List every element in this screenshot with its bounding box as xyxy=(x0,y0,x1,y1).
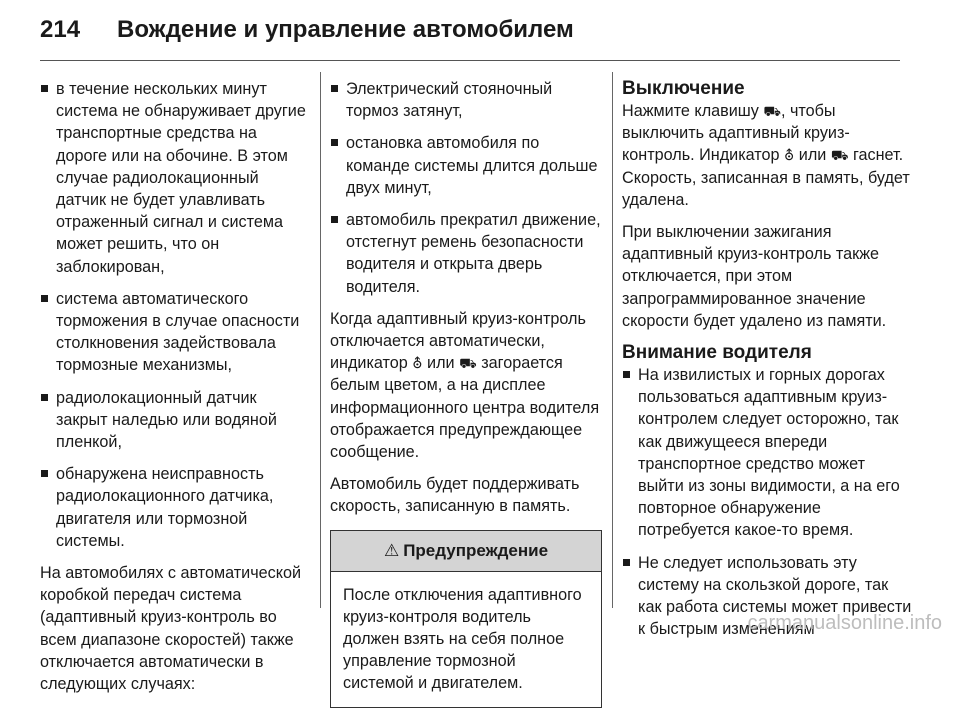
section-heading-attention: Внимание водителя xyxy=(622,342,812,364)
list-item: автомобиль прекратил движение, отстегнут ремень безопасности водителя и открыта дверь водителя. xyxy=(330,209,602,298)
bullet-icon xyxy=(623,559,630,566)
paragraph: Автомобиль будет поддерживать скорость, записанную в память. xyxy=(330,475,580,516)
watermark: carmanualsonline.info xyxy=(747,612,942,634)
list-item: в течение нескольких минут система не обнаруживает другие транспортные средства на дороге или на обочине. В этом случае радиолокационный датчик не будет улавливать отраженный сигнал и система может решить, что он заблокирован, xyxy=(40,78,310,278)
warning-header xyxy=(331,531,601,572)
warning-title: Предупреждение xyxy=(403,540,549,560)
list-item: остановка автомобиля по команде системы длится дольше двух минут, xyxy=(330,132,602,199)
list-item: Не следует использовать эту систему на скользкой дороге, так как работа системы может привести к быстрым изменениям xyxy=(622,552,912,641)
bullet-icon xyxy=(41,295,48,302)
page-number: 214 xyxy=(40,16,81,43)
page-title: Вождение и управление автомобилем xyxy=(117,16,574,43)
page-header xyxy=(0,0,960,64)
bullet-icon xyxy=(623,371,630,378)
column-divider-1 xyxy=(320,72,321,608)
warning-box xyxy=(330,530,602,708)
bullet-icon xyxy=(331,139,338,146)
bullet-list xyxy=(40,78,310,552)
cruise-control-icon: ⛢ xyxy=(412,355,423,372)
adaptive-cruise-icon: ⛟ xyxy=(459,355,477,372)
adaptive-cruise-icon: ⛟ xyxy=(830,147,849,164)
paragraph: Нажмите клавишу ⛟, чтобы выключить адаптивный круиз-контроль. Индикатор ⛢ или ⛟ гаснет. Скорость, записанная в память, будет удалена. xyxy=(622,102,910,209)
list-item: радиолокационный датчик закрыт наледью или водяной пленкой, xyxy=(40,387,310,454)
list-item: обнаружена неисправность радиолокационного датчика, двигателя или тормозной системы. xyxy=(40,463,310,552)
bullet-icon xyxy=(41,85,48,92)
bullet-list xyxy=(622,364,912,640)
list-item: система автоматического торможения в случае опасности столкновения задействовала тормозные механизмы, xyxy=(40,288,310,377)
list-item: На извилистых и горных дорогах пользоваться адаптивным круиз-контролем следует осторожно, так как движущееся впереди транспортное средство может выйти из зоны видимости, а на его повторное обнаружение потребуется какое-то время. xyxy=(622,364,912,542)
warning-icon: ⚠ xyxy=(383,540,400,560)
paragraph: При выключении зажигания адаптивный круиз-контроль также отключается, при этом запрограммированное значение скорости будет удалено из памяти. xyxy=(622,223,887,330)
column-1 xyxy=(40,78,310,705)
cruise-control-icon: ⛢ xyxy=(784,147,795,164)
column-2 xyxy=(330,78,602,708)
bullet-icon xyxy=(331,85,338,92)
header-divider xyxy=(40,60,900,61)
column-divider-2 xyxy=(612,72,613,608)
list-item: Электрический стояночный тормоз затянут, xyxy=(330,78,602,122)
column-3 xyxy=(622,78,912,650)
bullet-icon xyxy=(41,470,48,477)
bullet-icon xyxy=(331,216,338,223)
section-heading-off: Выключение xyxy=(622,78,745,99)
bullet-list xyxy=(330,78,602,298)
warning-body: После отключения адаптивного круиз-контроля водитель должен взять на себя полное управление тормозной системой и двигателем. xyxy=(343,585,582,693)
paragraph: На автомобилях с автоматической коробкой передач система (адаптивный круиз-контроль во всем диапазоне скоростей) также отключается автоматически в следующих случаях: xyxy=(40,564,302,694)
paragraph: Когда адаптивный круиз-контроль отключается автоматически, индикатор ⛢ или ⛟ загорается белым цветом, а на дисплее информационного центра водителя отображается предупреждающее сообщение. xyxy=(330,309,600,462)
adaptive-cruise-icon: ⛟ xyxy=(763,103,781,119)
bullet-icon xyxy=(41,394,48,401)
